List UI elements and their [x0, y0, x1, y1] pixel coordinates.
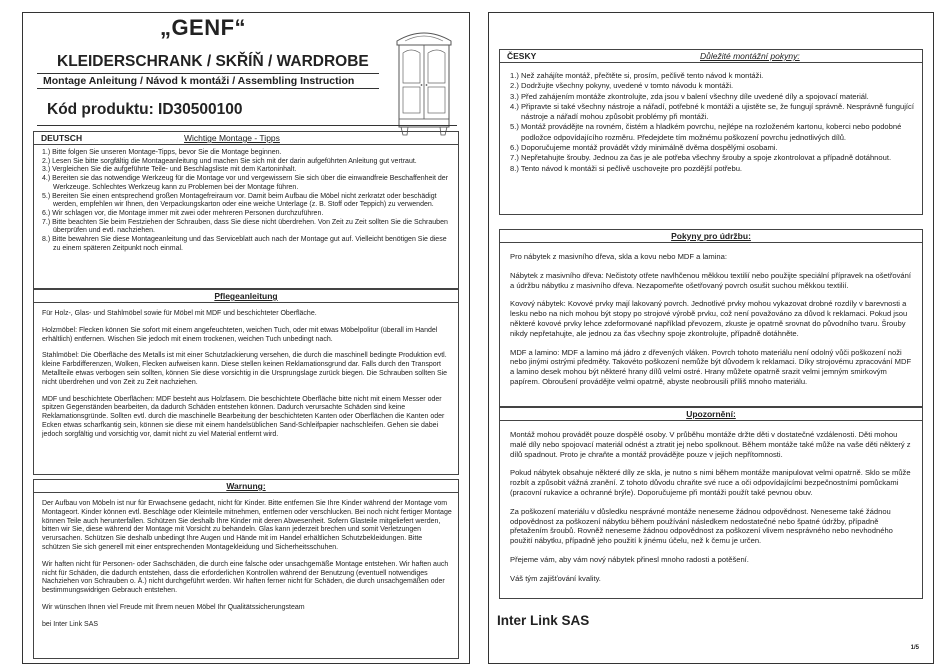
care-paragraph: Kovový nábytek: Kovové prvky mají lakovaný povrch. Jednotlivé prvky mohou vykazovat drobné rozdíly v barevnosti a lesku nebo na nich mohou být stopy po strojové výrobě prvku, což není považováno za důvod k reklamaci. Pokud jsou některé kovové prvky lehce zdeformované například převozem, zkuste je opatrně srovnat do původního tvaru. Šrouby nikdy nepřetahujte, ale jednou za čas všechny spoje zkontrolujte, případně dotáhněte. — [510, 299, 908, 338]
right-page — [488, 12, 934, 664]
warning-paragraph: Der Aufbau von Möbeln ist nur für Erwachsene gedacht, nicht für Kinder. Bitte entfernen Sie Ihre Kinder während der Montage vom Montageort. Kinder können evtl. Beschläge oder Kleinteile mitnehmen, entfernen oder verschlucken. Bei noch nicht fertiger Montage können Teile auch herunterfallen. Schützen Sie deshalb Ihre Kinder mit deren Abwesenheit. Sofern Glasteile mitgeliefert werden, bitten wir Sie, diese während der Montage mit Vorsicht zu behandeln. Glas kann jederzeit brechen und somit Verletzungen verursachen. Schützen Sie deshalb unbedingt Ihre Augen und Hände mit im Handel erhältlichen Schutzbekleidungen. Bitte schützen Sie sich generell mit einer entsprechenden Montagekleidung und Sicherheitsschuhen. — [42, 500, 452, 551]
tips-title-de: Wichtige Montage - Tipps — [184, 133, 280, 143]
care-paragraph: Holzmöbel: Flecken können Sie sofort mit einem angefeuchteten, weichen Tuch, oder mit etwas Möbelpolitur (überall im Handel erhältlich) entfernen. Wischen Sie jedoch mit einem trockenen, weichen Tuch unbedingt nach. — [42, 326, 438, 343]
list-item: 8.) Tento návod k montáži si pečlivě uschovejte pro pozdější potřebu. — [510, 163, 743, 173]
care-paragraph: MDF a lamino: MDF a lamino má jádro z dřevených vláken. Povrch tohoto materiálu není odolný vůči poškození noži nebo jinými ostrými předměty. Takovéto poškození nemůže být důvodem k reklamaci. Díky strojovému zpracování MDF a lamino desek mohou být některé hrany dílů velmi ostré. Hrany můžete opatrně srazit velmi jemným smirkovým papírem. Obroušení provádějte velmi opatrně, abyste neobrousili příliš mnoho materiálu. — [510, 347, 912, 386]
product-name: „GENF“ — [159, 15, 247, 40]
list-item: 2.) Lesen Sie bitte sorgfältig die Montageanleitung und machen Sie sich mit der darin aufgeführten Anleitung gut vertraut. — [42, 157, 417, 165]
care-paragraph: Stahlmöbel: Die Oberfläche des Metalls ist mit einer Schutzlackierung versehen, die durch die maschinell bedingte Produktion evtl. kleine Farbdifferenzen, Wolken, Flecken aufweisen kann. Diese stellen keinen Reklamationsgrund dar. Falls durch den Transport Metallteile etwas verbogen sein sollten, können Sie diese vorsichtig in die Ursprungslage zurück biegen. Die Schrauben sollten Sie nicht überdrehen und von Zeit zu Zeit nachziehen. — [42, 352, 448, 386]
warning-title-de: Warnung: — [226, 481, 266, 491]
care-paragraph: Nábytek z masivního dřeva: Nečistoty otřete navlhčenou měkkou textilií nebo použijte speciální přípravek na ošetřování a údržbu nábytku z masivního dřeva. Nezapomeňte ošetřovaný povrch osušit suchou měkkou textilií. — [510, 270, 911, 290]
tips-list-de — [34, 145, 458, 253]
care-body-cz — [500, 243, 922, 387]
brand-name: Inter Link SAS — [497, 613, 590, 628]
tips-title-cz: Důležité montážní pokyny: — [700, 51, 800, 61]
list-item: 1.) Než zahájíte montáž, přečtěte si, prosím, pečlivě tento návod k montáži. — [510, 71, 764, 80]
warning-paragraph: Montáž mohou provádět pouze dospělé osoby. V průběhu montáže držte děti v dostatečné vzdálenosti. Děti mohou malé díly nebo spojovací materiál odnést a ztratit jej nebo spolknout. Během montáže také může na vaše děti některý z dílů spadnout. Proto je chraňte a montáž provádějte pouze v jejich nepřítomnosti. — [510, 430, 911, 459]
care-paragraph: MDF und beschichtete Oberflächen: MDF besteht aus Holzfasern. Die beschichtete Oberfläche bitte nicht mit einem Messer oder spitzen Gegenständen bearbeiten, da dadurch Schäden entstehen können. Dadurch verursachte Schäden sind keine Reklamationsgründe. Sollten evtl. durch die maschinelle Bearbeitung der beschichteten Kanten oder Oberflächen die Kanten oder Ecken etwas scharfkantig sein, können sie diese mit einem handelsüblichen Sand-Schleifpapier nachschleifen. Gehen sie dabei jedoch sorgfältig und vorsichtig vor, damit nicht zu viel Material entfernt wird. — [42, 395, 445, 438]
warning-body-de — [34, 493, 458, 630]
list-item: 3.) Před zahájením montáže zkontrolujte, zda jsou v balení všechny díle uvedené díly a spojovací materiál. — [510, 91, 869, 101]
tips-header-de — [34, 132, 458, 145]
warning-title-cz: Upozornění: — [686, 409, 736, 419]
warning-header-de — [34, 480, 458, 493]
tips-list-cz — [500, 63, 922, 174]
tips-header-cz — [500, 50, 922, 63]
tips-box-cz — [499, 49, 923, 215]
header-divider — [37, 73, 379, 74]
list-item: 5.) Montáž provádějte na rovném, čistém a hladkém povrchu, nejlépe na rozloženém kartonu, koberci nebo podobné podložce odpovídajícího rozměru. Předejdete tím možnému poškození povrchu jednotlivých dílů. — [510, 122, 902, 142]
product-types: KLEIDERSCHRANK / SKŘÍŇ / WARDROBE — [57, 53, 369, 70]
code-divider — [37, 125, 457, 126]
warning-paragraph: Za poškození materiálu v důsledku nesprávné montáže neneseme žádnou odpovědnost. Neneseme také žádnou odpovědnost za poškození nábytku během používání následkem nedostatečné nebo špatné údržby, případně přetažením šroubů. Rovněž neneseme žádnou odpovědnost za poškození vlivem nesprávného nebo nevhodného použití nábytku, případně jeho použití k jinému účelu, než k čemu je určen. — [510, 506, 893, 546]
care-header-cz — [500, 230, 922, 243]
language-label-cz: ČESKY — [507, 51, 537, 61]
header-divider-2 — [37, 88, 379, 89]
care-body-de — [34, 303, 458, 440]
care-paragraph: Pro nábytek z masivního dřeva, skla a kovu nebo MDF a lamina: — [510, 252, 727, 261]
list-item: 5.) Bereiten Sie einen entsprechend großen Montagefreiraum vor. Damit beim Aufbau die Möbel nicht zerkratzt oder beschädigt werden, empfehlen wir Ihnen, den Verpackungskarton oder eine weiche Unterlage (z. B. Stoff oder Teppich) zu verwenden. — [42, 192, 437, 209]
wardrobe-icon — [393, 23, 455, 138]
warning-header-cz — [500, 408, 922, 421]
warning-paragraph: Wir wünschen Ihnen viel Freude mit Ihrem neuen Möbel Ihr Qualitätssicherungsteam — [42, 603, 305, 611]
left-page — [22, 12, 470, 664]
list-item: 4.) Připravte si také všechny nástroje a nářadí, potřebné k montáži a ujistěte se, že fungují správně. Nesprávně fungující nástroje a nářadí mohou způsobit problémy při montáži. — [510, 101, 914, 122]
product-code: Kód produktu: ID30500100 — [47, 101, 243, 118]
care-header-de — [34, 290, 458, 303]
care-title-cz: Pokyny pro údržbu: — [671, 231, 751, 241]
warning-paragraph: Pokud nábytek obsahuje některé díly ze skla, je nutno s nimi během montáže manipulovat velmi opatrně. Sklo se může rozbít a způsobit vážná zranění. Z tohoto důvodu chraňte své ruce a oči odpovídajícími bezpečnostními pomůckami (pracovní rukavice a ochranné brýle). Doporučujeme při montáži použít také pevnou obuv. — [510, 468, 911, 497]
tips-box-de — [33, 131, 459, 289]
list-item: 8.) Bitte bewahren Sie diese Montageanleitung und das Serviceblatt auch nach der Montage gut auf. Vielleicht benötigen Sie diese zu einem späteren Zeitpunkt noch einmal. — [42, 236, 447, 252]
list-item: 2.) Dodržujte všechny pokyny, uvedené v tomto návodu k montáži. — [510, 81, 734, 91]
list-item: 3.) Vergleichen Sie die aufgeführte Teile- und Beschlagsliste mit dem Kartoninhalt. — [42, 166, 297, 174]
language-label-de: DEUTSCH — [41, 133, 83, 143]
care-box-de — [33, 289, 459, 475]
warning-signoff: Váš tým zajišťování kvality. — [510, 573, 601, 583]
warning-body-cz — [500, 421, 922, 584]
care-paragraph: Für Holz-, Glas- und Stahlmöbel sowie für Möbel mit MDF und beschichteter Oberfläche. — [42, 310, 317, 317]
care-title-de: Pflegeanleitung — [214, 291, 278, 301]
warning-box-de — [33, 479, 459, 659]
care-box-cz — [499, 229, 923, 407]
warning-box-cz — [499, 407, 923, 599]
warning-paragraph: Wir haften nicht für Personen- oder Sachschäden, die durch eine falsche oder unsachgemäße Montage entstehen. Wir haften auch nicht für Schäden, die dadurch entstehen, dass die erforderlichen Kontrollen während der Benutzung (eventuell notwendiges Nachziehen von Schrauben o. Ä.) nicht durchgeführt werden. Wir haften ferner nicht für Schäden, die durch unsachgemäßen oder bestimmungswidrigen Gebrauch entstehen. — [42, 560, 449, 595]
list-item: 6.) Doporučujeme montáž provádět vždy minimálně dvěma dospělými osobami. — [510, 143, 778, 153]
list-item: 7.) Nepřetahujte šrouby. Jednou za čas je ale potřeba všechny šrouby a spoje zkontrolovat a případně dotáhnout. — [510, 153, 892, 163]
list-item: 7.) Bitte beachten Sie beim Festziehen der Schrauben, dass Sie diese nicht überdrehen. Von Zeit zu Zeit sollten Sie die Schrauben überprüfen und evtl. nachziehen. — [42, 218, 448, 235]
list-item: 6.) Wir schlagen vor, die Montage immer mit zwei oder mehreren Personen durchzuführen. — [42, 209, 324, 217]
list-item: 1.) Bitte folgen Sie unseren Montage-Tipps, bevor Sie die Montage beginnen. — [42, 149, 282, 156]
warning-signoff: bei Inter Link SAS — [42, 620, 99, 628]
list-item: 4.) Bereiten sie das notwendige Werkzeug für die Montage vor und vergewissern Sie sich über die einwandfreie Beschaffenheit der Werkzeuge. Schlechtes Werkzeug kann zu Problemen bei der Montage führen. — [42, 175, 448, 191]
warning-paragraph: Přejeme vám, aby vám nový nábytek přinesl mnoho radosti a potěšení. — [510, 554, 749, 564]
page-number: 1/5 — [910, 645, 919, 651]
instructions-title: Montage Anleitung / Návod k montáži / Assembling Instruction — [43, 75, 355, 87]
